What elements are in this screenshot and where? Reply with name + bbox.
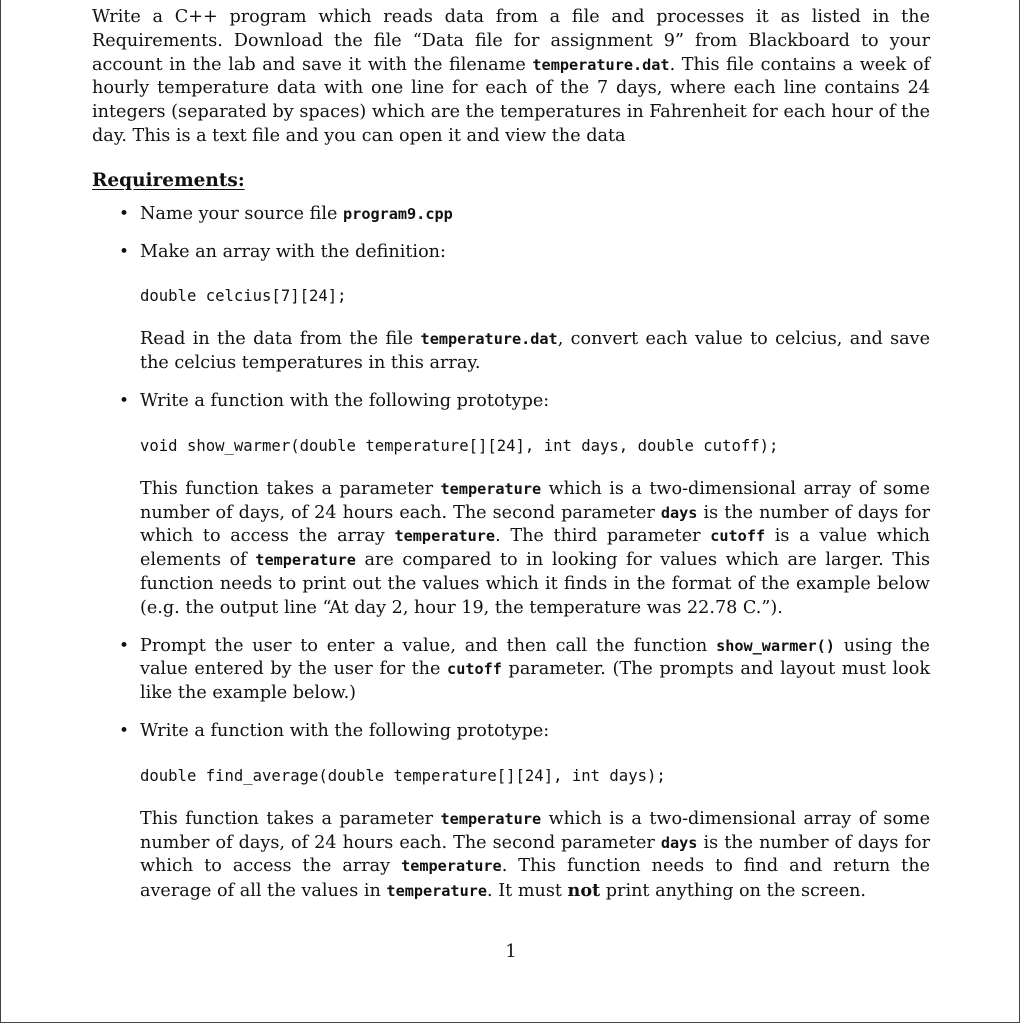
item-text-span: . It must bbox=[487, 881, 568, 902]
item-text bbox=[140, 635, 930, 706]
item-text-span: This function takes a parameter bbox=[140, 808, 441, 829]
list-item bbox=[92, 241, 930, 376]
page-content bbox=[92, 6, 930, 918]
inline-code: temperature bbox=[255, 551, 356, 570]
emphasis-text: not bbox=[567, 880, 601, 902]
inline-code: days bbox=[660, 503, 698, 522]
item-paragraph bbox=[140, 808, 930, 904]
inline-code: temperature bbox=[440, 479, 542, 498]
item-text: Write a function with the following prototype: bbox=[140, 390, 550, 411]
intro-paragraph bbox=[92, 6, 930, 149]
inline-code: temperature bbox=[386, 882, 488, 901]
list-item bbox=[92, 390, 930, 621]
code-block: double celcius[7][24]; bbox=[140, 287, 347, 306]
requirements-heading: Requirements: bbox=[92, 169, 245, 191]
item-text-span: Prompt the user to enter a value, and then call the function bbox=[140, 635, 717, 656]
item-text-span: print anything on the screen. bbox=[600, 881, 867, 902]
inline-code: temperature bbox=[440, 809, 542, 828]
inline-code: temperature bbox=[394, 527, 496, 546]
list-item bbox=[92, 720, 930, 904]
inline-code: program9.cpp bbox=[343, 204, 453, 223]
item-paragraph bbox=[140, 328, 930, 376]
code-block: double find_average(double temperature[][24], int days); bbox=[140, 766, 666, 785]
inline-code: temperature.dat bbox=[420, 330, 558, 349]
code-block: void show_warmer(double temperature[][24], int days, double cutoff); bbox=[140, 436, 779, 455]
item-text-span: which is a two-dimensional array of some number of days, of 24 hours each. The second parameter bbox=[140, 478, 931, 523]
bullet-icon: • bbox=[119, 203, 130, 224]
item-text-span: This function takes a parameter bbox=[140, 478, 441, 499]
intro-text: . This file contains a week of hourly temperature data with one line for each of the 7 days, where each line contains 24 integers (separated by spaces) which are the temperatures in Fahrenheit for each hour of the day. This is a text file and you can open it and view the data bbox=[92, 54, 931, 146]
item-text-span: is a value which elements of bbox=[140, 526, 931, 571]
item-text-span: Name your source file bbox=[140, 203, 344, 224]
item-text-span: is the number of days for which to access the array bbox=[140, 502, 931, 547]
item-text: Make an array with the definition: bbox=[140, 241, 446, 262]
item-text-span: Read in the data from the file bbox=[140, 329, 421, 350]
bullet-icon: • bbox=[119, 720, 130, 741]
item-text-span: . The third parameter bbox=[495, 526, 711, 547]
item-text-span: using the value entered by the user for the bbox=[140, 635, 930, 680]
item-text bbox=[140, 203, 930, 227]
item-text-span: parameter. (The prompts and layout must look like the example below.) bbox=[140, 659, 930, 704]
intro-text: Write a C++ program which reads data from a file and processes it as listed in the Requirements. Download the file “Data file for assignment 9” from Blackboard to your account in the lab and save it with the filename bbox=[92, 7, 930, 75]
item-text-span: is the number of days for which to access the array bbox=[140, 832, 931, 877]
item-text: Write a function with the following prototype: bbox=[140, 720, 550, 741]
page-number: 1 bbox=[505, 942, 517, 962]
filename-code: temperature.dat bbox=[532, 55, 670, 74]
item-text-span: are compared to in looking for values which are larger. This function needs to print out the values which it finds in the format of the example below (e.g. the output line “At day 2, hour 19, the temperature was 22.78 C.”). bbox=[140, 550, 930, 618]
item-text-span: which is a two-dimensional array of some number of days, of 24 hours each. The second parameter bbox=[140, 808, 931, 853]
item-text-span: , convert each value to celcius, and save the celcius temperatures in this array. bbox=[140, 329, 930, 374]
item-text-span: . This function needs to find and return the average of all the values in bbox=[140, 856, 930, 902]
inline-code: cutoff bbox=[447, 660, 502, 679]
item-paragraph bbox=[140, 478, 930, 621]
inline-code: show_warmer() bbox=[716, 636, 835, 655]
inline-code: temperature bbox=[401, 857, 502, 876]
bullet-icon: • bbox=[119, 635, 130, 656]
bullet-icon: • bbox=[119, 241, 130, 262]
requirements-list bbox=[92, 203, 930, 904]
list-item bbox=[92, 635, 930, 706]
bullet-icon: • bbox=[119, 390, 130, 411]
list-item bbox=[92, 203, 930, 227]
inline-code: days bbox=[660, 833, 698, 852]
inline-code: cutoff bbox=[710, 527, 766, 546]
